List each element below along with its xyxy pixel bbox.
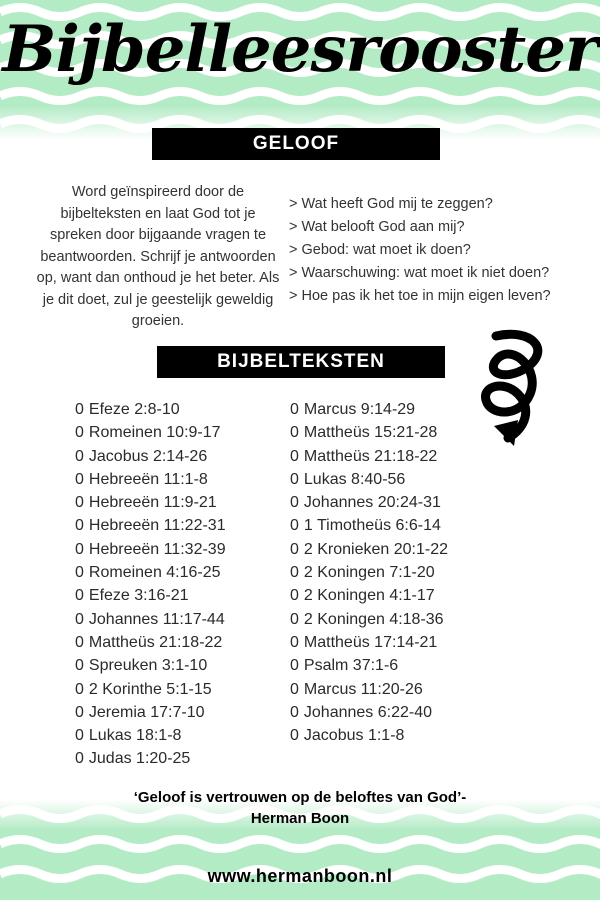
bible-text-item xyxy=(75,514,226,537)
quote-author: Herman Boon xyxy=(250,810,350,827)
website-url: www.hermanboon.nl xyxy=(207,866,393,886)
quote xyxy=(40,787,560,829)
checkbox-circle-icon: 0 xyxy=(290,470,299,488)
bible-text-ref: Johannes 6:22-40 xyxy=(303,703,433,721)
bible-text-item xyxy=(290,445,448,468)
bible-text-item xyxy=(75,468,226,491)
bible-text-item xyxy=(290,468,448,491)
question-item: > Gebod: wat moet ik doen? xyxy=(289,242,471,258)
bible-text-ref: 2 Koningen 4:1-17 xyxy=(303,587,435,605)
bible-text-ref: Hebreeën 11:22-31 xyxy=(88,517,226,535)
bible-text-ref: Mattheüs 17:14-21 xyxy=(303,633,438,651)
bible-text-item xyxy=(290,678,448,701)
bible-text-ref: Jeremia 17:7-10 xyxy=(88,703,205,721)
bible-text-item xyxy=(75,491,226,514)
bible-text-item xyxy=(75,398,226,421)
bible-text-ref: Hebreeën 11:32-39 xyxy=(88,540,226,558)
bible-text-ref: Johannes 20:24-31 xyxy=(303,494,441,512)
bible-text-item xyxy=(290,584,448,607)
checkbox-circle-icon: 0 xyxy=(75,494,84,512)
checkbox-circle-icon: 0 xyxy=(290,587,299,605)
bible-text-item xyxy=(75,421,226,444)
bible-text-ref: 2 Koningen 7:1-20 xyxy=(303,564,435,582)
theme-banner: GELOOF xyxy=(152,128,440,160)
checkbox-circle-icon: 0 xyxy=(75,517,84,535)
bible-text-ref: Efeze 3:16-21 xyxy=(88,587,189,605)
bible-text-ref: Mattheüs 15:21-28 xyxy=(303,424,438,442)
bible-text-item xyxy=(75,445,226,468)
checkbox-circle-icon: 0 xyxy=(290,540,299,558)
spiral-arrow-icon xyxy=(474,328,554,446)
bible-text-ref: Mattheüs 21:18-22 xyxy=(88,633,223,651)
bible-text-ref: Spreuken 3:1-10 xyxy=(88,657,208,675)
bible-text-item xyxy=(75,631,226,654)
checkbox-circle-icon: 0 xyxy=(290,727,299,745)
bible-text-item xyxy=(290,724,448,747)
question-item: > Hoe pas ik het toe in mijn eigen leven? xyxy=(289,288,551,304)
checkbox-circle-icon: 0 xyxy=(75,703,84,721)
bible-texts-banner: BIJBELTEKSTEN xyxy=(157,346,445,378)
checkbox-circle-icon: 0 xyxy=(75,750,84,768)
bible-text-ref: 2 Korinthe 5:1-15 xyxy=(88,680,212,698)
checkbox-circle-icon: 0 xyxy=(75,610,84,628)
bible-text-ref: Jacobus 1:1-8 xyxy=(303,727,405,745)
checkbox-circle-icon: 0 xyxy=(75,727,84,745)
bible-text-ref: 2 Kronieken 20:1-22 xyxy=(303,540,449,558)
bible-text-list-right xyxy=(290,398,448,747)
bible-text-ref: Marcus 11:20-26 xyxy=(303,680,423,698)
bible-text-ref: Hebreeën 11:9-21 xyxy=(88,494,217,512)
bible-text-item xyxy=(290,538,448,561)
bible-text-item xyxy=(290,701,448,724)
bible-text-ref: Efeze 2:8-10 xyxy=(88,401,180,418)
bible-text-item xyxy=(290,631,448,654)
checkbox-circle-icon: 0 xyxy=(290,633,299,651)
bible-text-item xyxy=(290,561,448,584)
bible-text-item xyxy=(290,654,448,677)
checkbox-circle-icon: 0 xyxy=(75,657,84,675)
checkbox-circle-icon: 0 xyxy=(75,587,84,605)
bible-text-item xyxy=(290,514,448,537)
bible-text-item xyxy=(290,608,448,631)
bible-text-list-left xyxy=(75,398,226,771)
page-title: Bijbelleesrooster xyxy=(2,12,598,87)
bible-text-ref: Romeinen 4:16-25 xyxy=(88,564,221,582)
bible-text-item xyxy=(75,724,226,747)
checkbox-circle-icon: 0 xyxy=(290,494,299,512)
bible-text-ref: Lukas 18:1-8 xyxy=(88,727,182,745)
bible-text-item xyxy=(75,701,226,724)
checkbox-circle-icon: 0 xyxy=(290,447,299,465)
intro-text: Word geïnspireerd door de bijbelteksten en laat God tot je spreken door bijgaande vragen te beantwoorden. Schrijf je antwoorden op, want dan onthoud je het beter. Als je dit doet, zul je geestelijk geweldig groeien. xyxy=(36,184,280,329)
bible-text-ref: Romeinen 10:9-17 xyxy=(88,424,221,442)
checkbox-circle-icon: 0 xyxy=(75,470,84,488)
bible-text-ref: 2 Koningen 4:18-36 xyxy=(303,610,444,628)
bible-text-item xyxy=(290,421,448,444)
bible-text-item xyxy=(75,608,226,631)
quote-text: ‘Geloof is vertrouwen op de beloftes van God’- xyxy=(133,789,467,806)
checkbox-circle-icon: 0 xyxy=(290,610,299,628)
bible-text-ref: Judas 1:20-25 xyxy=(88,750,191,768)
bible-text-ref: Mattheüs 21:18-22 xyxy=(303,447,438,465)
checkbox-circle-icon: 0 xyxy=(75,564,84,582)
question-item: > Waarschuwing: wat moet ik niet doen? xyxy=(289,265,550,281)
bible-text-item xyxy=(75,678,226,701)
question-item: > Wat belooft God aan mij? xyxy=(289,219,465,235)
bible-text-item xyxy=(75,654,226,677)
bible-text-item xyxy=(75,747,226,770)
bible-text-item xyxy=(75,538,226,561)
checkbox-circle-icon: 0 xyxy=(290,657,299,675)
bible-text-ref: Marcus 9:14-29 xyxy=(303,401,416,418)
checkbox-circle-icon: 0 xyxy=(290,703,299,721)
checkbox-circle-icon: 0 xyxy=(290,517,299,535)
checkbox-circle-icon: 0 xyxy=(75,540,84,558)
bible-text-item xyxy=(75,561,226,584)
bible-text-item xyxy=(75,584,226,607)
bible-text-ref: Jacobus 2:14-26 xyxy=(88,447,208,465)
checkbox-circle-icon: 0 xyxy=(75,633,84,651)
checkbox-circle-icon: 0 xyxy=(75,680,84,698)
checkbox-circle-icon: 0 xyxy=(75,424,84,442)
checkbox-circle-icon: 0 xyxy=(290,680,299,698)
bible-text-ref: Lukas 8:40-56 xyxy=(303,470,406,488)
bible-text-ref: 1 Timotheüs 6:6-14 xyxy=(303,517,441,535)
bible-text-ref: Psalm 37:1-6 xyxy=(303,657,399,675)
checkbox-circle-icon: 0 xyxy=(290,564,299,582)
checkbox-circle-icon: 0 xyxy=(290,424,299,442)
bible-text-ref: Johannes 11:17-44 xyxy=(88,610,225,628)
checkbox-circle-icon: 0 xyxy=(75,401,84,418)
question-item: > Wat heeft God mij te zeggen? xyxy=(289,196,493,212)
checkbox-circle-icon: 0 xyxy=(75,447,84,465)
checkbox-circle-icon: 0 xyxy=(290,401,299,418)
bible-text-ref: Hebreeën 11:1-8 xyxy=(88,470,208,488)
bible-text-item xyxy=(290,491,448,514)
question-list xyxy=(289,193,589,308)
bible-text-item xyxy=(290,398,448,421)
